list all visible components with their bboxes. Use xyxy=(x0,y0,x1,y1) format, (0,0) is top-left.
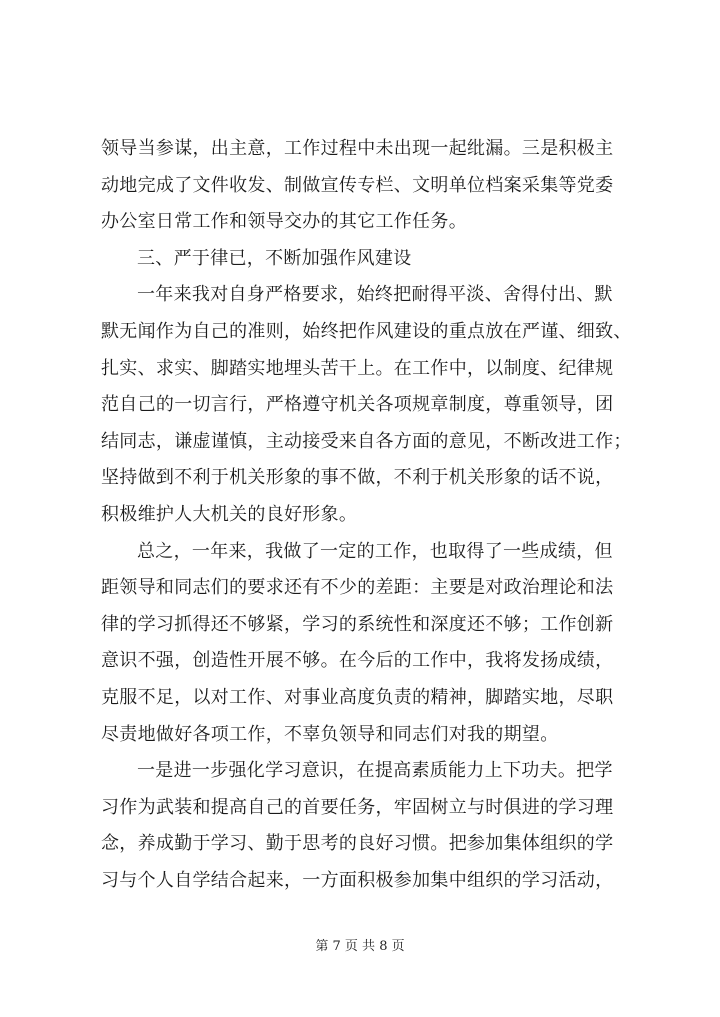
text-line: 办公室日常工作和领导交办的其它工作任务。 xyxy=(101,211,467,233)
text-line: 扎实、求实、脚踏实地埋头苦干上。在工作中，以制度、纪律规 xyxy=(101,357,614,379)
text-line: 坚持做到不利于机关形象的事不做，不利于机关形象的话不说， xyxy=(101,467,614,489)
text-line: 一年来我对自身严格要求，始终把耐得平淡、舍得付出、默 xyxy=(137,284,613,306)
text-line: 意识不强，创造性开展不够。在今后的工作中，我将发扬成绩， xyxy=(101,650,614,672)
text-line: 克服不足，以对工作、对事业高度负责的精神，脚踏实地，尽职 xyxy=(101,686,614,708)
text-line: 律的学习抓得还不够紧，学习的系统性和深度还不够；工作创新 xyxy=(101,613,614,635)
text-line: 习与个人自学结合起来，一方面积极参加集中组织的学习活动， xyxy=(101,869,614,891)
text-line: 习作为武装和提高自己的首要任务，牢固树立与时俱进的学习理 xyxy=(101,796,614,818)
text-line: 领导当参谋，出主意，工作过程中未出现一起纰漏。三是积极主 xyxy=(101,138,614,159)
text-line: 三、严于律已，不断加强作风建设 xyxy=(137,247,412,269)
text-line: 动地完成了文件收发、制做宣传专栏、文明单位档案采集等党委 xyxy=(101,174,614,196)
text-line: 积极维护人大机关的良好形象。 xyxy=(101,503,358,525)
text-line: 结同志，谦虚谨慎，主动接受来自各方面的意见，不断改进工作； xyxy=(101,430,632,452)
text-line: 总之，一年来，我做了一定的工作，也取得了一些成绩，但 xyxy=(137,540,613,562)
text-line: 距领导和同志们的要求还有不少的差距：主要是对政治理论和法 xyxy=(101,577,614,599)
text-line: 范自己的一切言行，严格遵守机关各项规章制度，尊重领导，团 xyxy=(101,394,614,416)
page-number-footer: 第 7 页 共 8 页 xyxy=(315,939,405,954)
text-line: 默无闻作为自己的准则，始终把作风建设的重点放在严谨、细致、 xyxy=(101,320,632,342)
text-line: 一是进一步强化学习意识，在提高素质能力上下功夫。把学 xyxy=(137,760,613,782)
document-body xyxy=(101,131,641,899)
text-line: 尽责地做好各项工作，不辜负领导和同志们对我的期望。 xyxy=(101,723,559,745)
text-line: 念，养成勤于学习、勤于思考的良好习惯。把参加集体组织的学 xyxy=(101,833,614,855)
